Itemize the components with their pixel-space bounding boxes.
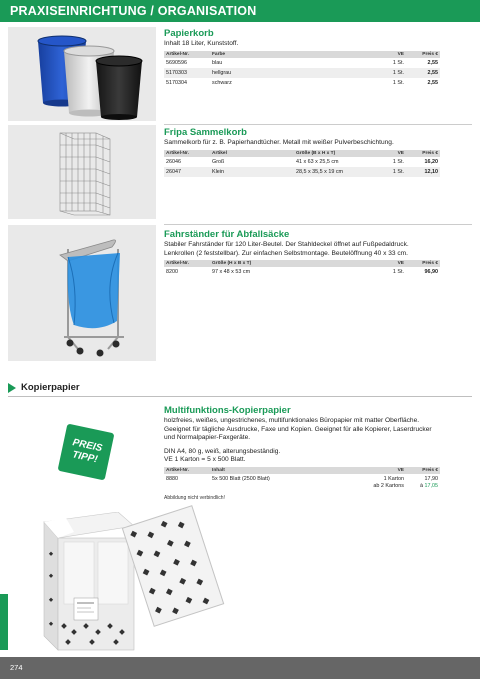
product-title: Fripa Sammelkorb bbox=[164, 127, 247, 138]
price-cell bbox=[406, 474, 440, 490]
divider bbox=[164, 124, 472, 125]
col-header: Inhalt bbox=[210, 467, 356, 474]
price-bulk: 17,05 bbox=[424, 482, 438, 489]
price-bulk-line bbox=[408, 483, 438, 490]
col-header: Artikel-Nr. bbox=[164, 260, 210, 267]
product-sammelkorb bbox=[164, 127, 440, 177]
color: schwarz bbox=[212, 79, 232, 86]
price: 2,55 bbox=[427, 79, 438, 86]
side-tab bbox=[0, 594, 8, 650]
article-number: 5690596 bbox=[166, 59, 187, 66]
product-papierkorb bbox=[164, 28, 440, 88]
table-row bbox=[164, 68, 440, 78]
product-spec-line: DIN A4, 80 g, weiß, alterungsbeständig. bbox=[164, 447, 281, 455]
table-row bbox=[164, 474, 440, 490]
product-description: Stabiler Fahrständer für 120 Liter-Beutel. Der Stahldeckel öffnet auf Fußpedaldruck. Lenkrollen (2 feststellbar). Zur einfachen Selbstmontage. Beutelöffnung 40 x 33 cm. bbox=[164, 241, 409, 257]
badge-line2: TIPP! bbox=[71, 449, 99, 466]
spec-table bbox=[164, 150, 440, 177]
size: 28,5 x 35,5 x 19 cm bbox=[294, 167, 376, 177]
price: 16,20 bbox=[424, 158, 438, 165]
price: 96,90 bbox=[424, 269, 438, 276]
table-row bbox=[164, 167, 440, 177]
table-row bbox=[164, 267, 440, 277]
unit: 1 Karton bbox=[383, 475, 404, 482]
table-row bbox=[164, 157, 440, 167]
col-header: Artikel bbox=[210, 150, 294, 157]
col-header: Artikel-Nr. bbox=[164, 150, 210, 157]
price: 2,55 bbox=[427, 59, 438, 66]
spec-table bbox=[164, 467, 440, 490]
article-number: 5170304 bbox=[166, 79, 187, 86]
spec-table bbox=[164, 260, 440, 277]
section-divider bbox=[8, 396, 472, 397]
col-header: VE bbox=[376, 150, 406, 157]
product-copy-paper bbox=[164, 405, 440, 501]
col-header: Größe (B x H x T) bbox=[294, 150, 376, 157]
page-footer bbox=[0, 657, 480, 679]
product-title: Fahrständer für Abfallsäcke bbox=[164, 229, 290, 240]
col-header: Artikel-Nr. bbox=[164, 467, 210, 474]
page-title: PRAXISEINRICHTUNG / ORGANISATION bbox=[10, 4, 257, 18]
color: hellgrau bbox=[210, 68, 376, 78]
article-name: Groß bbox=[212, 158, 225, 165]
page-header bbox=[0, 0, 480, 22]
product-title: Multifunktions-Kopierpapier bbox=[164, 405, 291, 416]
col-header: Größe (H x B x T) bbox=[210, 260, 376, 267]
price: 17,90 bbox=[424, 475, 438, 482]
price: 2,55 bbox=[406, 68, 440, 78]
col-header: VE bbox=[376, 260, 406, 267]
badge-line1: PREIS bbox=[71, 437, 104, 455]
unit: 1 St. bbox=[392, 79, 404, 86]
sammelkorb-image bbox=[8, 125, 156, 219]
unit: 1 St. bbox=[392, 59, 404, 66]
unit-bulk: ab 2 Kartons bbox=[373, 482, 404, 489]
page-number: 274 bbox=[10, 663, 23, 672]
unit-cell bbox=[356, 474, 406, 490]
table-row bbox=[164, 78, 440, 88]
size: 41 x 63 x 25,5 cm bbox=[296, 158, 339, 165]
article-number: 8200 bbox=[166, 269, 178, 276]
col-header: Artikel-Nr. bbox=[164, 51, 210, 58]
col-header: Preis € bbox=[406, 51, 440, 58]
article-number: 8880 bbox=[166, 475, 178, 482]
product-fahrstaender bbox=[164, 229, 440, 277]
unit: 1 St. bbox=[376, 167, 406, 177]
article-number: 26047 bbox=[164, 167, 210, 177]
size: 97 x 48 x 53 cm bbox=[212, 269, 251, 276]
spec-table bbox=[164, 51, 440, 88]
price-prefix: à bbox=[420, 482, 423, 489]
col-header: Preis € bbox=[406, 150, 440, 157]
product-description: Sammelkorb für z. B. Papierhandtücher. Metall mit weißer Pulverbeschichtung. bbox=[164, 139, 394, 146]
papierkorb-image bbox=[8, 27, 156, 121]
disclaimer: Abbildung nicht verbindlich! bbox=[164, 494, 225, 501]
product-pack-line: VE 1 Karton = 5 x 500 Blatt. bbox=[164, 456, 246, 464]
content: 5x 500 Blatt (2500 Blatt) bbox=[212, 475, 270, 482]
fahrstaender-image bbox=[8, 225, 156, 361]
article-name: Klein bbox=[210, 167, 294, 177]
unit: 1 St. bbox=[392, 269, 404, 276]
article-number: 5170303 bbox=[164, 68, 210, 78]
col-header: VE bbox=[376, 51, 406, 58]
product-title: Papierkorb bbox=[164, 28, 214, 39]
col-header: Preis € bbox=[406, 260, 440, 267]
unit: 1 St. bbox=[376, 68, 406, 78]
triangle-icon bbox=[8, 383, 16, 393]
product-description: holzfreies, weißes, ungestrichenes, multifunktionales Büropapier mit matter Oberfläche. Geeignet für tägliche Ausdrucke, Faxe und Kopien. Geeignet für alle Kopierer, Laserdrucker und Normalpapier-Faxgeräte. bbox=[164, 417, 432, 442]
product-description: Inhalt 18 Liter, Kunststoff. bbox=[164, 40, 239, 47]
article-number: 26046 bbox=[166, 158, 181, 165]
price: 12,10 bbox=[406, 167, 440, 177]
color: blau bbox=[212, 59, 223, 66]
col-header: Farbe bbox=[210, 51, 376, 58]
col-header: Preis € bbox=[406, 467, 440, 474]
divider bbox=[164, 224, 472, 225]
col-header: VE bbox=[356, 467, 406, 474]
unit: 1 St. bbox=[392, 158, 404, 165]
section-label: Kopierpapier bbox=[21, 382, 80, 393]
price-tip-badge bbox=[58, 424, 115, 481]
table-row bbox=[164, 58, 440, 68]
